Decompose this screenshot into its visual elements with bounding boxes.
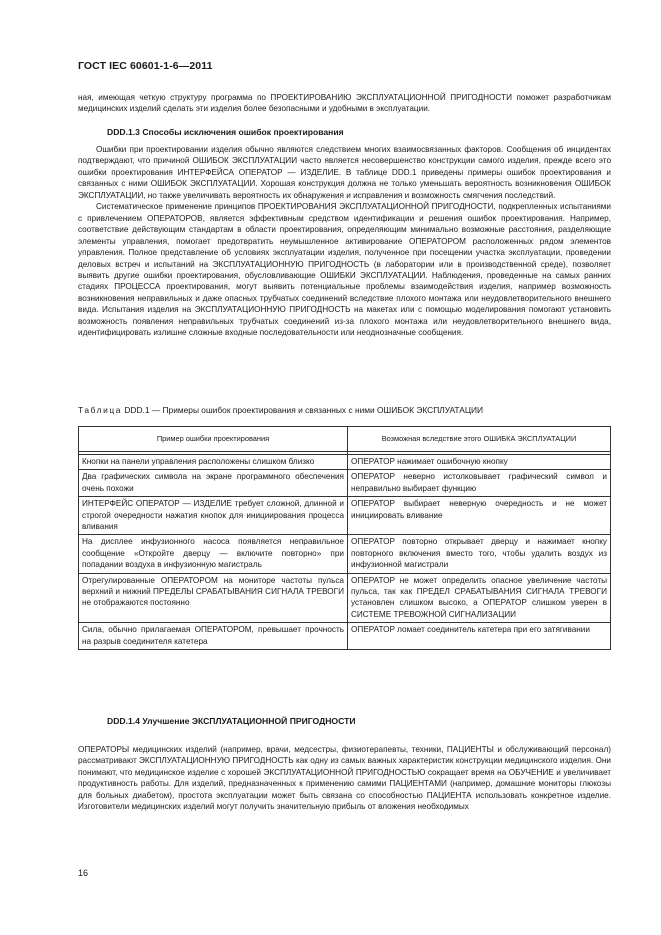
design-errors-table [78,426,611,650]
section-ddd-1-3-body [78,144,611,339]
table-header-row [79,427,611,452]
intro-text: ная, имеющая четкую структуру программа по ПРОЕКТИРОВАНИЮ ЭКСПЛУАТАЦИОННОЙ ПРИГОДНОСТИ поможет разработчикам медицинских изделий сделать эти изделия более безопасными и удобными в эксплуатации. [78,93,611,114]
table-caption-text: DDD.1 — Примеры ошибок проектирования и связанных с ними ОШИБОК ЭКСПЛУАТАЦИИ [124,405,484,415]
table-row [79,455,611,470]
table-row [79,535,611,573]
table-caption [78,405,611,415]
use-error-cell: ОПЕРАТОР нажимает ошибочную кнопку [348,455,611,470]
use-error-cell: ОПЕРАТОР повторно открывает дверцу и нажимает кнопку повторного включения вместо того, чтобы удалить воздух из инфузионной магистрали [348,535,611,573]
use-error-cell: ОПЕРАТОР не может определить опасное увеличение частоты пульса, так как ПРЕДЕЛ СРАБАТЫВАНИЯ СИГНАЛА ТРЕВОГИ установлен слишком высоко, а ОПЕРАТОР слишком уверен в СИСТЕМЕ ТРЕВОЖНОЙ СИГНАЛИЗАЦИИ [348,573,611,623]
design-error-cell: ИНТЕРФЕЙС ОПЕРАТОР — ИЗДЕЛИЕ требует сложной, длинной и строгой очередности нажатия кнопок для инициирования процесса вливания [79,497,348,535]
use-error-cell: ОПЕРАТОР неверно истолковывает графический символ и неправильно выбирает функцию [348,470,611,497]
table-row [79,470,611,497]
design-error-cell: Кнопки на панели управления расположены слишком близко [79,455,348,470]
table-caption-prefix: Таблица [78,405,123,415]
intro-paragraph [78,92,611,115]
body-paragraph: ОПЕРАТОРЫ медицинских изделий (например, врачи, медсестры, физиотерапевты, техники, ПАЦИЕНТЫ и обслуживающий персонал) рассматривают ЭКСПЛУАТАЦИОННУЮ ПРИГОДНОСТЬ как одну из самых важных характеристик конструкции медицинского изделия. Они понимают, что медицинское изделие с хорошей ЭКСПЛУАТАЦИОННОЙ ПРИГОДНОСТЬЮ сокращает время на ОБУЧЕНИЕ и увеличивает продуктивность работы. Для изделий, предназначенных к применению самими ПАЦИЕНТАМИ (например, домашние мониторы глюкозы для больных диабетом), простота эксплуатации может быть связана со способностью ПАЦИЕНТА использовать конкретное изделие. Изготовители медицинских изделий могут получить значительную прибыль от вложения необходимых [78,745,611,812]
table-row [79,573,611,623]
column-header-design-error: Пример ошибки проектирования [79,427,348,452]
table-row [79,623,611,650]
use-error-cell: ОПЕРАТОР ломает соединитель катетера при его затягивании [348,623,611,650]
section-heading-ddd-1-3: DDD.1.3 Способы исключения ошибок проектирования [107,127,344,137]
body-paragraph: Ошибки при проектировании изделия обычно являются следствием многих взаимосвязанных факторов. Сообщения об инцидентах подтверждают, что причиной ОШИБОК ЭКСПЛУАТАЦИИ часто является несовершенство конструкции самого изделия, прежде всего это ошибки проектирования ИНТЕРФЕЙСА ОПЕРАТОР — ИЗДЕЛИЕ. В таблице DDD.1 приведены примеры ошибок проектирования и связанных с ними ОШИБОК ЭКСПЛУАТАЦИИ. Хорошая конструкция должна не только уменьшать вероятность возникновения ОШИБОК ЭКСПЛУАТАЦИИ, но также увеличивать вероятность их обнаружения и исправления и возможность смягчения последствий. [78,145,611,200]
column-header-use-error: Возможная вследствие этого ОШИБКА ЭКСПЛУАТАЦИИ [348,427,611,452]
design-error-cell: Отрегулированные ОПЕРАТОРОМ на мониторе частоты пульса верхний и нижний ПРЕДЕЛЫ СРАБАТЫВАНИЯ СИГНАЛА ТРЕВОГИ не отображаются постоянно [79,573,348,623]
section-ddd-1-4-body [78,744,611,813]
table-row [79,497,611,535]
design-error-cell: На дисплее инфузионного насоса появляется неправильное сообщение «Откройте дверцу — включите повторно» при попадании воздуха в инфузионную магистраль [79,535,348,573]
design-error-cell: Два графических символа на экране программного обеспечения очень похожи [79,470,348,497]
design-error-cell: Сила, обычно прилагаемая ОПЕРАТОРОМ, превышает прочность на разрыв соединителя катетера [79,623,348,650]
use-error-cell: ОПЕРАТОР выбирает неверную очередность и не может инициировать вливание [348,497,611,535]
page-number: 16 [78,868,89,878]
body-paragraph: Систематическое применение принципов ПРОЕКТИРОВАНИЯ ЭКСПЛУАТАЦИОННОЙ ПРИГОДНОСТИ, подкрепленных испытаниями с привлечением ОПЕРАТОРОВ, является эффективным средством идентификации и решения ошибок проектирования. Например, соответствие действующим стандартам в области проектирования, определяющим минимально возможные расстояния, разделяющие элементы управления, помогает предотвратить неумышленное активирование ОПЕРАТОРОМ расположенных рядом элементов управления. Полное представление об условиях эксплуатации изделия, полученное при посещении участка эксплуатации, проведении деловых встреч и испытаний на ЭКСПЛУАТАЦИОННУЮ ПРИГОДНОСТЬ (в лаборатории или в производственной среде), позволяет выявить другие ошибки проектирования, обусловливающие ОШИБКИ ЭКСПЛУАТАЦИИ. Наблюдения, проведенные на самых ранних стадиях ПРОЦЕССА проектирования, могут выявить потенциальные проблемы взаимодействия изделия, например возможность возникновения неправильных и даже опасных трубчатых соединений вследствие плохого монтажа или неудовлетворительного внешнего вида. Испытания изделия на ЭКСПЛУАТАЦИОННУЮ ПРИГОДНОСТЬ на макетах или с помощью моделирования помогают установить возможность появления неправильных трубчатых соединений из-за плохого монтажа или неудовлетворительного внешнего вида, идентифицировать излишне сложные входные последовательности или неоднозначные сообщения. [78,202,611,338]
section-heading-ddd-1-4: DDD.1.4 Улучшение ЭКСПЛУАТАЦИОННОЙ ПРИГОДНОСТИ [107,716,356,726]
standard-header: ГОСТ IEC 60601-1-6—2011 [78,60,213,72]
